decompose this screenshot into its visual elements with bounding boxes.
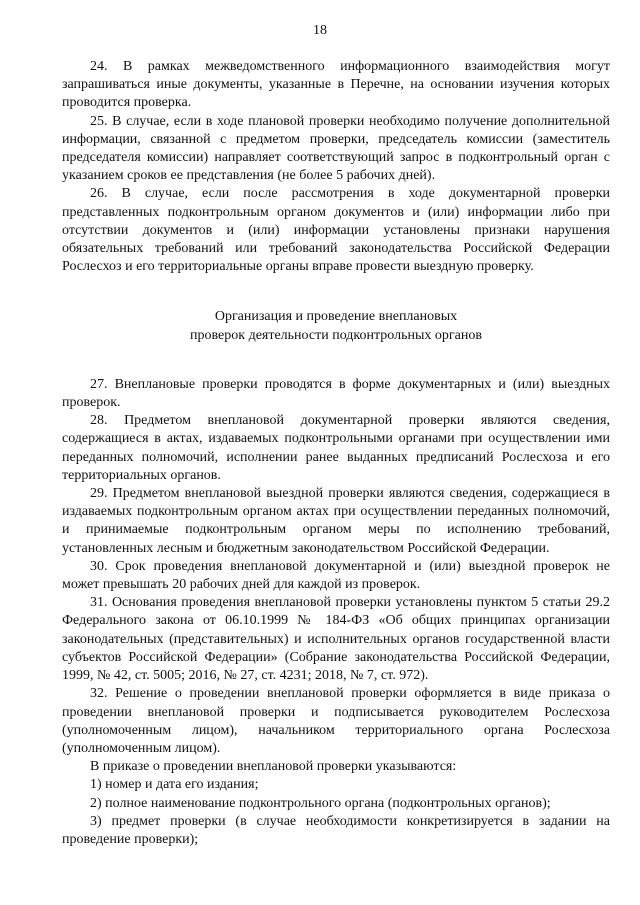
section-heading <box>62 308 610 344</box>
paragraph-26: 26. В случае, если после рассмотрения в ходе документарной проверки представленных подконтрольным органом документов и (или) информации либо при отсутствии документов и (или) информации установлены признаки нарушения обязательных требований или требований законодательства Российской Федерации Рослесхоз и его территориальные органы вправе провести выездную проверку. <box>62 186 610 275</box>
paragraph-31: 31. Основания проведения внеплановой проверки установлены пунктом 5 статьи 29.2 Федерального закона от 06.10.1999 № 184-ФЗ «Об общих принципах организации законодательных (представительных) и исполнительных органов государственной власти субъектов Российской Федерации» (Собрание законодательства Российской Федерации, 1999, № 42, ст. 5005; 2016, № 27, ст. 4231; 2018, № 7, ст. 972). <box>62 595 610 684</box>
document-body <box>62 58 610 849</box>
page-number: 18 <box>313 23 327 38</box>
order-item-3: 3) предмет проверки (в случае необходимости конкретизируется в задании на проведение проверки); <box>62 813 610 847</box>
section-heading-line-1: Организация и проведение внеплановых <box>214 309 458 325</box>
paragraph-27: 27. Внеплановые проверки проводятся в форме документарных и (или) выездных проверок. <box>62 376 610 411</box>
paragraph-29: 29. Предметом внеплановой выездной проверки являются сведения, содержащиеся в издаваемых подконтрольным органом актах при осуществлении переданных полномочий, и принимаемые подконтрольным органом меры по исполнению требований, установленных лесным и бюджетным законодательством Российской Федерации. <box>62 486 610 556</box>
paragraph-25: 25. В случае, если в ходе плановой проверки необходимо получение дополнительной информации, связанной с предметом проверки, председатель комиссии (заместитель председателя комиссии) направляет соответствующий запрос в подконтрольный орган с указанием сроков ее представления (не более 5 рабочих дней). <box>62 113 610 184</box>
paragraph-28: 28. Предметом внеплановой документарной проверки являются сведения, содержащиеся в актах, издаваемых подконтрольными органами при осуществлении ими переданных полномочий, исполнении ранее выданных предписаний Рослесхоза и его территориальных органов. <box>62 413 610 483</box>
paragraph-24: 24. В рамках межведомственного информационного взаимодействия могут запрашиваться иные документы, указанные в Перечне, на основании изучения которых проводится проверка. <box>62 59 610 111</box>
order-intro: В приказе о проведении внеплановой проверки указываются: <box>90 759 457 775</box>
order-item-1: 1) номер и дата его издания; <box>90 777 259 793</box>
paragraph-32: 32. Решение о проведении внеплановой проверки оформляется в виде приказа о проведении внеплановой проверки и подписывается руководителем Рослесхоза (уполномоченным лицом), начальником территориального органа Рослесхоза (уполномоченным лицом). <box>62 686 610 756</box>
section-heading-line-2: проверок деятельности подконтрольных органов <box>190 327 482 343</box>
order-item-2: 2) полное наименование подконтрольного органа (подконтрольных органов); <box>90 795 551 811</box>
paragraph-30: 30. Срок проведения внеплановой документарной и (или) выездной проверок не может превышать 20 рабочих дней для каждой из проверок. <box>62 558 610 593</box>
